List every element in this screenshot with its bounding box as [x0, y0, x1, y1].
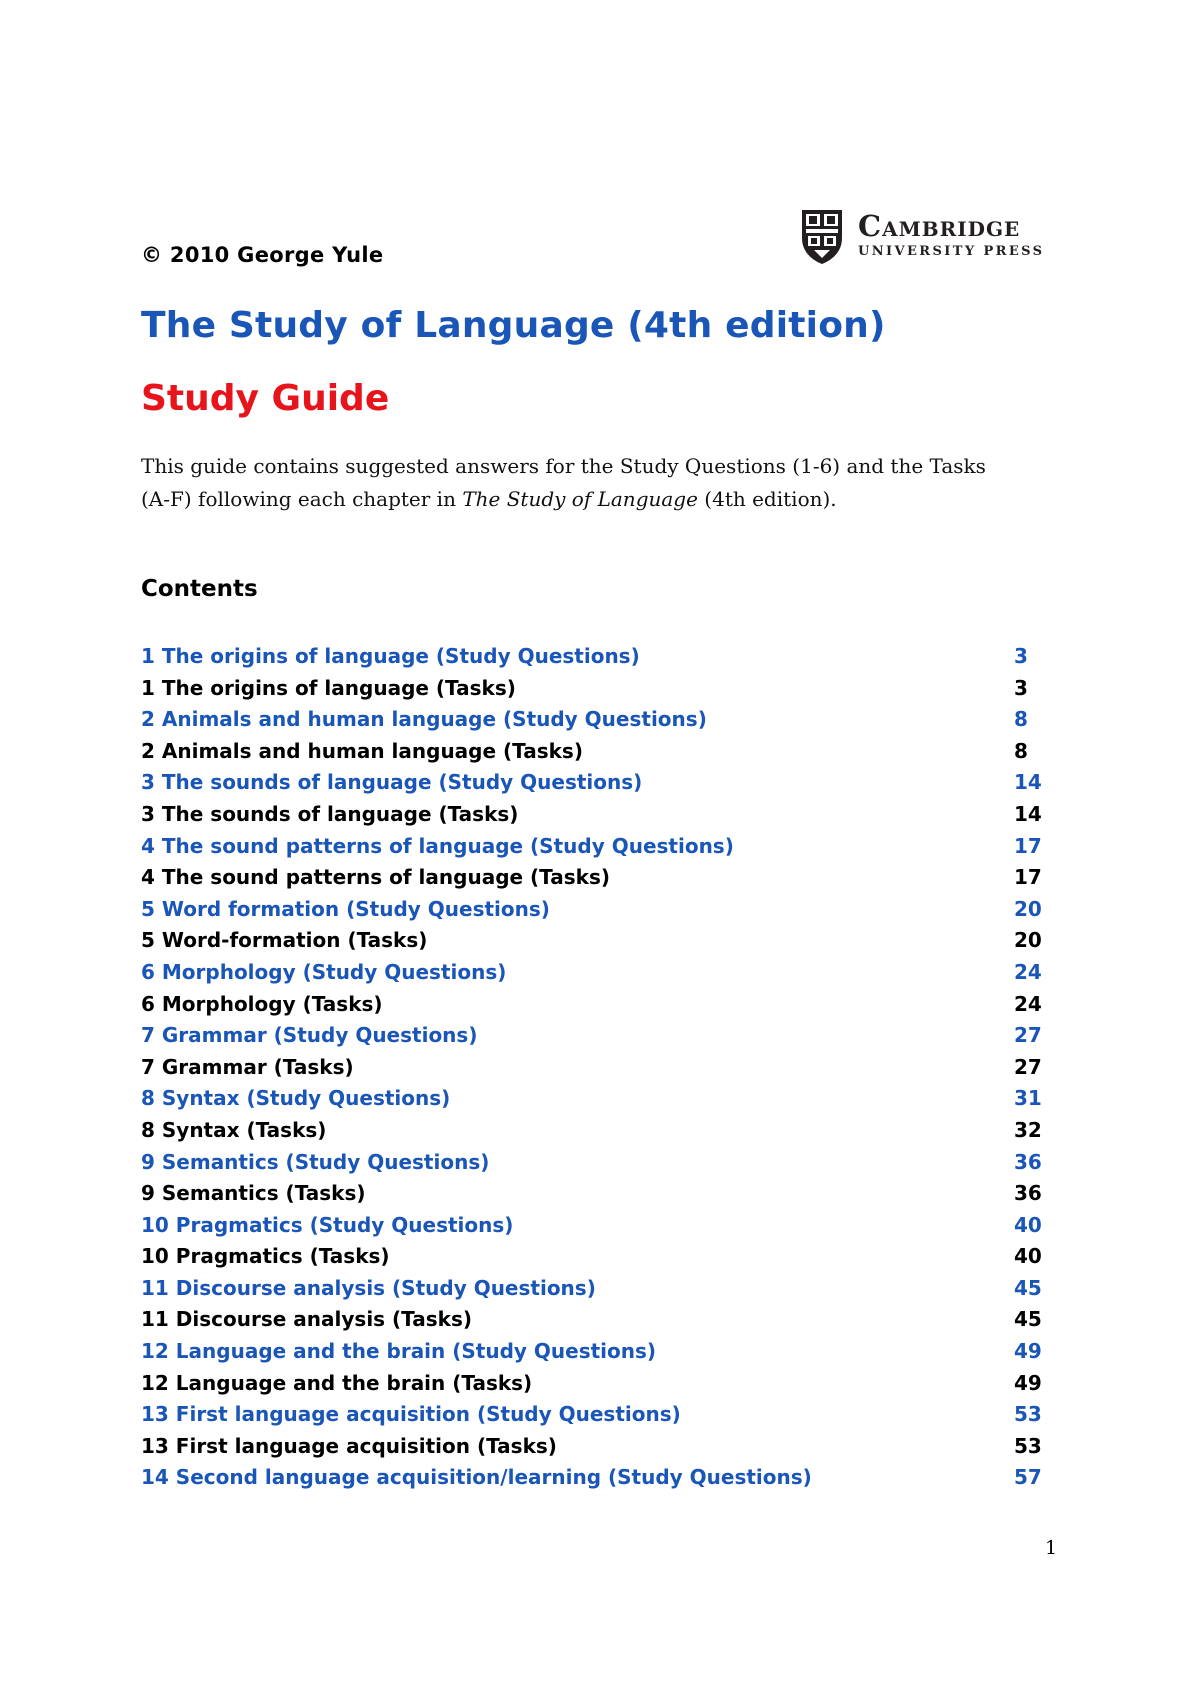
toc-entry-label: 6 Morphology (Tasks)	[141, 991, 383, 1016]
toc-entry-page: 27	[1014, 1054, 1042, 1079]
page-number: 1	[1045, 1537, 1058, 1559]
document-subtitle: Study Guide	[141, 378, 390, 419]
toc-entry[interactable]	[141, 1399, 1041, 1431]
contents-heading: Contents	[141, 576, 258, 602]
toc-entry[interactable]	[141, 704, 1041, 736]
toc-entry[interactable]	[141, 641, 1041, 673]
intro-paragraph	[141, 450, 1081, 516]
toc-entry[interactable]	[141, 1083, 1041, 1115]
toc-entry-page: 40	[1014, 1244, 1042, 1269]
toc-entry-page[interactable]: 14	[1014, 770, 1042, 795]
toc-entry-label: 7 Grammar (Tasks)	[141, 1054, 354, 1079]
toc-entry-page: 3	[1014, 675, 1028, 700]
toc-entry-page[interactable]: 49	[1014, 1339, 1042, 1364]
toc-entry-label[interactable]: 13 First language acquisition (Study Questions)	[141, 1402, 681, 1427]
toc-entry-label[interactable]: 5 Word formation (Study Questions)	[141, 896, 550, 921]
copyright-notice: © 2010 George Yule	[141, 243, 384, 267]
toc-entry-label[interactable]: 6 Morphology (Study Questions)	[141, 959, 507, 984]
toc-entry[interactable]	[141, 767, 1041, 799]
document-title: The Study of Language (4th edition)	[141, 305, 886, 346]
toc-entry-page[interactable]: 20	[1014, 896, 1042, 921]
toc-entry	[141, 1304, 1041, 1336]
toc-entry-page[interactable]: 31	[1014, 1086, 1042, 1111]
toc-entry[interactable]	[141, 1147, 1041, 1179]
toc-entry-label: 2 Animals and human language (Tasks)	[141, 738, 583, 763]
toc-entry-label[interactable]: 14 Second language acquisition/learning (Study Questions)	[141, 1465, 812, 1490]
toc-entry-page: 32	[1014, 1117, 1042, 1142]
toc-entry	[141, 925, 1041, 957]
cambridge-shield-icon	[800, 208, 844, 266]
toc-entry-page[interactable]: 40	[1014, 1212, 1042, 1237]
toc-entry-page[interactable]: 8	[1014, 707, 1028, 732]
intro-line-2-post: (4th edition).	[697, 487, 837, 511]
toc-entry-label: 3 The sounds of language (Tasks)	[141, 801, 519, 826]
toc-entry-page: 8	[1014, 738, 1028, 763]
toc-entry-label: 4 The sound patterns of language (Tasks)	[141, 865, 610, 890]
toc-entry-label[interactable]: 12 Language and the brain (Study Questions)	[141, 1339, 657, 1364]
publisher-name: Cambridge	[858, 209, 1021, 243]
toc-entry-page[interactable]: 27	[1014, 1023, 1042, 1048]
toc-entry-page: 36	[1014, 1181, 1042, 1206]
toc-entry-page: 45	[1014, 1307, 1042, 1332]
toc-entry-label[interactable]: 1 The origins of language (Study Questions)	[141, 644, 640, 668]
toc-entry-label[interactable]: 7 Grammar (Study Questions)	[141, 1023, 478, 1048]
toc-entry-page: 24	[1014, 991, 1042, 1016]
toc-entry-label[interactable]: 2 Animals and human language (Study Questions)	[141, 707, 707, 732]
toc-entry	[141, 989, 1041, 1021]
toc-entry-label[interactable]: 9 Semantics (Study Questions)	[141, 1149, 490, 1174]
toc-entry-label: 8 Syntax (Tasks)	[141, 1117, 327, 1142]
toc-entry	[141, 799, 1041, 831]
toc-entry-label: 1 The origins of language (Tasks)	[141, 675, 516, 700]
toc-entry-label: 12 Language and the brain (Tasks)	[141, 1370, 533, 1395]
toc-entry	[141, 1431, 1041, 1463]
toc-entry-page[interactable]: 45	[1014, 1275, 1042, 1300]
toc-entry-page[interactable]: 36	[1014, 1149, 1042, 1174]
publisher-logo	[800, 208, 1044, 268]
toc-entry[interactable]	[141, 1020, 1041, 1052]
toc-entry-page[interactable]: 17	[1014, 833, 1042, 858]
toc-entry-label: 11 Discourse analysis (Tasks)	[141, 1307, 472, 1332]
toc-entry	[141, 1178, 1041, 1210]
toc-entry-label: 13 First language acquisition (Tasks)	[141, 1433, 557, 1458]
toc-entry	[141, 673, 1041, 705]
toc-entry	[141, 1368, 1041, 1400]
publisher-subtitle: UNIVERSITY PRESS	[858, 244, 1045, 259]
toc-entry-page: 49	[1014, 1370, 1042, 1395]
toc-entry[interactable]	[141, 894, 1041, 926]
toc-entry-page: 20	[1014, 928, 1042, 953]
intro-line-1: This guide contains suggested answers for the Study Questions (1-6) and the Tasks	[141, 454, 986, 478]
toc-entry-page[interactable]: 53	[1014, 1402, 1042, 1427]
toc-entry-label: 10 Pragmatics (Tasks)	[141, 1244, 390, 1269]
toc-entry-label[interactable]: 11 Discourse analysis (Study Questions)	[141, 1275, 596, 1300]
toc-entry-page: 14	[1014, 801, 1042, 826]
toc-entry-page[interactable]: 24	[1014, 959, 1042, 984]
toc-entry	[141, 1052, 1041, 1084]
toc-entry-label[interactable]: 8 Syntax (Study Questions)	[141, 1086, 451, 1111]
table-of-contents	[141, 641, 1041, 1494]
toc-entry-page: 17	[1014, 865, 1042, 890]
toc-entry[interactable]	[141, 831, 1041, 863]
intro-line-2-pre: (A-F) following each chapter in	[141, 487, 463, 511]
toc-entry-page: 53	[1014, 1433, 1042, 1458]
toc-entry-label: 9 Semantics (Tasks)	[141, 1181, 366, 1206]
toc-entry-label[interactable]: 3 The sounds of language (Study Questions)	[141, 770, 643, 795]
toc-entry	[141, 1115, 1041, 1147]
toc-entry-page[interactable]: 57	[1014, 1465, 1042, 1490]
toc-entry-label[interactable]: 10 Pragmatics (Study Questions)	[141, 1212, 514, 1237]
toc-entry[interactable]	[141, 1210, 1041, 1242]
intro-book-title: The Study of Language	[462, 487, 698, 511]
toc-entry	[141, 736, 1041, 768]
toc-entry[interactable]	[141, 1273, 1041, 1305]
toc-entry	[141, 862, 1041, 894]
toc-entry-label[interactable]: 4 The sound patterns of language (Study Questions)	[141, 833, 734, 858]
toc-entry[interactable]	[141, 1336, 1041, 1368]
toc-entry-page[interactable]: 3	[1014, 644, 1028, 668]
toc-entry	[141, 1241, 1041, 1273]
toc-entry[interactable]	[141, 957, 1041, 989]
intro-line-2	[141, 483, 1081, 516]
toc-entry[interactable]	[141, 1462, 1041, 1494]
toc-entry-label: 5 Word-formation (Tasks)	[141, 928, 428, 953]
